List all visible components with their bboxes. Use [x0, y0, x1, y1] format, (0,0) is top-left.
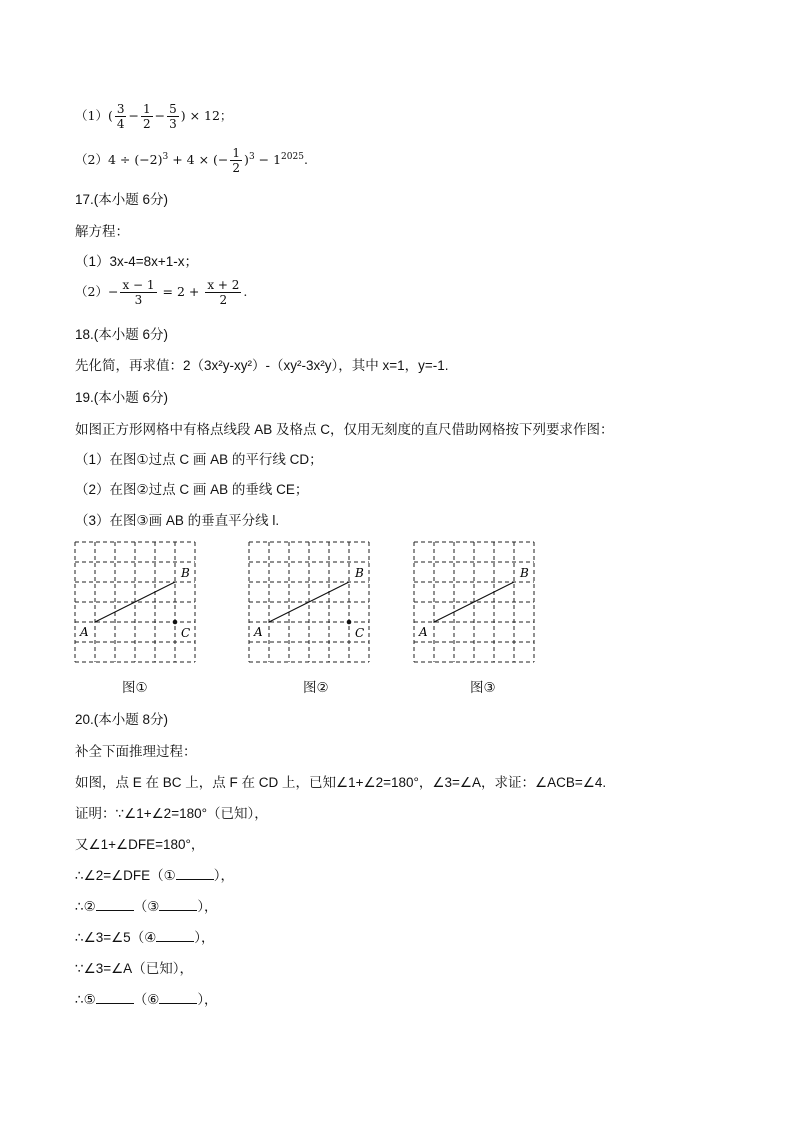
period: . [243, 284, 248, 299]
exponent: 3 [248, 151, 255, 162]
q20-intro: 补全下面推理过程： [75, 744, 197, 759]
expression-head: 4 ÷ (−2) [107, 152, 163, 167]
proof-text: （③ [133, 899, 160, 914]
paren-close: ) [244, 152, 249, 167]
q17-p2-label: （2） [75, 284, 108, 299]
q20-proof-line-3 [75, 864, 234, 884]
q19-title: 19.(本小题 6分) [75, 390, 169, 405]
q20-stem: 如图，点 E 在 BC 上，点 F 在 CD 上，已知∠1+∠2=180°，∠3=∠A，求证：∠ACB=∠4. [75, 775, 607, 790]
q20-proof-line-6: ∵∠3=∠A（已知）， [75, 961, 193, 976]
numerator: 1 [232, 146, 241, 160]
label-b: B [181, 566, 190, 580]
q20-proof-line-2: 又∠1+∠DFE=180°， [75, 837, 205, 852]
fraction [205, 278, 241, 307]
figure-1-grid [70, 536, 205, 668]
expression-minus: − 1 [254, 152, 282, 167]
period: . [303, 152, 308, 167]
answer-blank-2[interactable] [96, 898, 134, 911]
proof-text: ）， [197, 992, 218, 1007]
fraction [167, 102, 179, 131]
numerator: 1 [142, 102, 151, 116]
label-a: A [80, 625, 89, 639]
answer-blank-4[interactable] [156, 929, 194, 942]
fraction [120, 278, 156, 307]
expression-mid: + 4 × (− [168, 152, 229, 167]
label-b: B [355, 566, 364, 580]
proof-text: ∴∠2=∠DFE（① [75, 868, 176, 883]
paren-open: ( [107, 108, 113, 123]
figure-3-caption: 图③ [470, 680, 496, 695]
q19-part1: （1）在图①过点 C 画 AB 的平行线 CD； [75, 452, 323, 467]
answer-blank-5[interactable] [96, 991, 134, 1004]
denominator: 3 [169, 117, 177, 131]
proof-text: ∴② [75, 899, 96, 914]
q19-intro: 如图正方形网格中有格点线段 AB 及格点 C，仅用无刻度的直尺借助网格按下列要求作图： [75, 422, 614, 437]
q20-title: 20.(本小题 8分) [75, 712, 169, 727]
denominator: 2 [232, 161, 241, 175]
figure-3-grid [409, 536, 544, 668]
fraction [141, 102, 153, 131]
figure-2-caption: 图② [303, 680, 329, 695]
fraction [230, 146, 242, 175]
numerator: x − 1 [122, 278, 155, 292]
q17-part2 [75, 278, 247, 307]
answer-blank-3[interactable] [159, 898, 197, 911]
answer-blank-1[interactable] [176, 867, 214, 880]
q20-proof-line-5 [75, 926, 215, 946]
q20-proof-line-1: 证明：∵∠1+∠2=180°（已知）， [75, 806, 268, 821]
numerator: 3 [116, 102, 125, 116]
q17-part1: （1）3x-4=8x+1-x； [75, 254, 199, 269]
answer-blank-6[interactable] [159, 991, 197, 1004]
label-b: B [520, 566, 529, 580]
q16-p2-label: （2） [75, 152, 108, 167]
proof-text: （⑥ [133, 992, 160, 1007]
point-c [347, 620, 352, 625]
q19-part3: （3）在图③画 AB 的垂直平分线 l. [75, 513, 280, 528]
denominator: 2 [142, 117, 151, 131]
q16-part1 [75, 102, 232, 131]
q19-part2: （2）在图②过点 C 画 AB 的垂线 CE； [75, 482, 309, 497]
label-a: A [419, 625, 428, 639]
numerator: x + 2 [207, 278, 240, 292]
exponent: 2025 [281, 151, 304, 162]
numerator: 5 [169, 102, 177, 116]
q17-intro: 解方程： [75, 224, 129, 239]
proof-text: ∴⑤ [75, 992, 96, 1007]
label-c: C [181, 626, 191, 640]
denominator: 4 [116, 117, 125, 131]
denominator: 2 [219, 293, 228, 307]
denominator: 3 [134, 293, 143, 307]
proof-text: ）， [213, 868, 235, 883]
q18-title: 18.(本小题 6分) [75, 327, 169, 342]
fraction [115, 102, 127, 131]
q16-p1-label: （1） [75, 108, 108, 123]
q17-title: 17.(本小题 6分) [75, 192, 169, 207]
exponent: 3 [162, 151, 169, 162]
point-c [173, 620, 178, 625]
minus-sign: − [154, 108, 166, 123]
expression-mid: = 2 + [158, 284, 204, 299]
proof-text: ）， [194, 930, 215, 945]
q18-text: 先化简，再求值：2（3x²y-xy²）-（xy²-3x²y），其中 x=1，y=-1. [75, 358, 449, 373]
figure-1-caption: 图① [122, 680, 148, 695]
q20-proof-line-4 [75, 895, 218, 915]
label-c: C [355, 626, 365, 640]
minus-sign: − [128, 108, 139, 123]
expression-tail: ) × 12； [180, 108, 233, 123]
minus-sign: − [107, 284, 119, 299]
proof-text: ∴∠3=∠5（④ [75, 930, 157, 945]
figure-2-grid [244, 536, 379, 668]
q20-proof-line-7 [75, 988, 218, 1008]
label-a: A [254, 625, 263, 639]
proof-text: ）， [197, 899, 218, 914]
q16-part2 [75, 146, 308, 175]
